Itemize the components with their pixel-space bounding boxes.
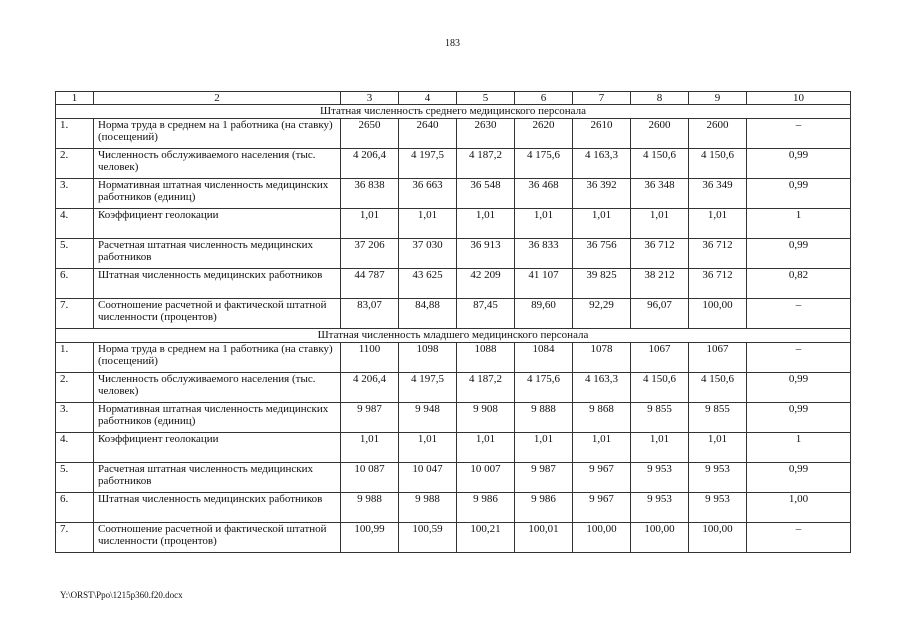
value-cell: 2640 (399, 119, 457, 149)
value-cell: 1,01 (573, 209, 631, 239)
row-label: Расчетная штатная численность медицинских работников (94, 239, 341, 269)
value-cell: 4 206,4 (341, 373, 399, 403)
row-number: 2. (56, 373, 94, 403)
value-cell: 100,00 (631, 523, 689, 553)
section-title: Штатная численность среднего медицинского персонала (56, 105, 851, 119)
value-cell: 1 (747, 209, 851, 239)
row-number: 3. (56, 403, 94, 433)
value-cell: 36 663 (399, 179, 457, 209)
value-cell: 1,01 (457, 209, 515, 239)
row-label: Коэффициент геолокации (94, 209, 341, 239)
value-cell: 9 986 (457, 493, 515, 523)
row-label: Соотношение расчетной и фактической штатной численности (процентов) (94, 523, 341, 553)
section-title: Штатная численность младшего медицинского персонала (56, 329, 851, 343)
value-cell: 9 967 (573, 493, 631, 523)
value-cell: 9 986 (515, 493, 573, 523)
value-cell: 1084 (515, 343, 573, 373)
value-cell: 1,01 (631, 209, 689, 239)
row-label: Численность обслуживаемого населения (тыс. человек) (94, 373, 341, 403)
value-cell: 38 212 (631, 269, 689, 299)
value-cell: 100,01 (515, 523, 573, 553)
row-label: Соотношение расчетной и фактической штатной численности (процентов) (94, 299, 341, 329)
column-header: 5 (457, 92, 515, 105)
value-cell: 2600 (689, 119, 747, 149)
value-cell: 9 855 (689, 403, 747, 433)
value-cell: 43 625 (399, 269, 457, 299)
row-label: Норма труда в среднем на 1 работника (на ставку) (посещений) (94, 119, 341, 149)
value-cell: 1,00 (747, 493, 851, 523)
table-row (56, 179, 851, 209)
column-header: 2 (94, 92, 341, 105)
value-cell: 36 756 (573, 239, 631, 269)
value-cell: 87,45 (457, 299, 515, 329)
column-header: 10 (747, 92, 851, 105)
value-cell: 83,07 (341, 299, 399, 329)
table-row (56, 269, 851, 299)
column-header: 9 (689, 92, 747, 105)
column-header: 8 (631, 92, 689, 105)
table-row (56, 149, 851, 179)
value-cell: 2600 (631, 119, 689, 149)
value-cell: 4 150,6 (631, 373, 689, 403)
value-cell: 84,88 (399, 299, 457, 329)
table-row (56, 209, 851, 239)
row-number: 5. (56, 463, 94, 493)
value-cell: 0,99 (747, 149, 851, 179)
value-cell: 10 047 (399, 463, 457, 493)
table-row (56, 433, 851, 463)
row-label: Штатная численность медицинских работников (94, 493, 341, 523)
value-cell: 1,01 (689, 209, 747, 239)
value-cell: 4 163,3 (573, 373, 631, 403)
value-cell: 41 107 (515, 269, 573, 299)
value-cell: 9 988 (399, 493, 457, 523)
value-cell: 1,01 (399, 433, 457, 463)
row-label: Нормативная штатная численность медицинских работников (единиц) (94, 403, 341, 433)
value-cell: 0,99 (747, 403, 851, 433)
row-label: Численность обслуживаемого населения (тыс. человек) (94, 149, 341, 179)
value-cell: 9 953 (631, 493, 689, 523)
table-row (56, 119, 851, 149)
value-cell: 9 988 (341, 493, 399, 523)
row-number: 6. (56, 269, 94, 299)
value-cell: – (747, 523, 851, 553)
value-cell: 1100 (341, 343, 399, 373)
value-cell: 36 348 (631, 179, 689, 209)
value-cell: 36 913 (457, 239, 515, 269)
value-cell: 36 712 (689, 269, 747, 299)
column-header: 1 (56, 92, 94, 105)
value-cell: 4 206,4 (341, 149, 399, 179)
value-cell: 42 209 (457, 269, 515, 299)
value-cell: 4 175,6 (515, 373, 573, 403)
value-cell: 4 150,6 (689, 373, 747, 403)
row-number: 3. (56, 179, 94, 209)
value-cell: 0,99 (747, 463, 851, 493)
value-cell: 36 712 (631, 239, 689, 269)
value-cell: 4 163,3 (573, 149, 631, 179)
value-cell: 4 150,6 (631, 149, 689, 179)
table-row (56, 523, 851, 553)
row-number: 7. (56, 299, 94, 329)
value-cell: 4 187,2 (457, 373, 515, 403)
value-cell: 9 908 (457, 403, 515, 433)
value-cell: 4 187,2 (457, 149, 515, 179)
value-cell: 0,82 (747, 269, 851, 299)
value-cell: 9 967 (573, 463, 631, 493)
value-cell: 4 197,5 (399, 373, 457, 403)
row-label: Коэффициент геолокации (94, 433, 341, 463)
value-cell: 1,01 (341, 433, 399, 463)
column-header: 6 (515, 92, 573, 105)
value-cell: 9 953 (631, 463, 689, 493)
row-number: 6. (56, 493, 94, 523)
value-cell: 1,01 (689, 433, 747, 463)
row-number: 7. (56, 523, 94, 553)
table-row (56, 373, 851, 403)
value-cell: 9 953 (689, 463, 747, 493)
value-cell: 4 175,6 (515, 149, 573, 179)
value-cell: 9 855 (631, 403, 689, 433)
value-cell: 100,00 (689, 523, 747, 553)
row-number: 4. (56, 433, 94, 463)
value-cell: 89,60 (515, 299, 573, 329)
value-cell: 0,99 (747, 239, 851, 269)
value-cell: 9 987 (515, 463, 573, 493)
value-cell: 9 948 (399, 403, 457, 433)
value-cell: 9 888 (515, 403, 573, 433)
section-title-row (56, 329, 851, 343)
value-cell: 1088 (457, 343, 515, 373)
table-row (56, 493, 851, 523)
value-cell: 9 868 (573, 403, 631, 433)
table-row (56, 299, 851, 329)
value-cell: 36 838 (341, 179, 399, 209)
value-cell: 1067 (689, 343, 747, 373)
value-cell: 96,07 (631, 299, 689, 329)
value-cell: 0,99 (747, 373, 851, 403)
value-cell: 92,29 (573, 299, 631, 329)
value-cell: 1098 (399, 343, 457, 373)
row-label: Норма труда в среднем на 1 работника (на ставку) (посещений) (94, 343, 341, 373)
value-cell: 36 712 (689, 239, 747, 269)
table-row (56, 343, 851, 373)
value-cell: 1,01 (457, 433, 515, 463)
row-label: Штатная численность медицинских работников (94, 269, 341, 299)
value-cell: 44 787 (341, 269, 399, 299)
value-cell: 2630 (457, 119, 515, 149)
column-header: 3 (341, 92, 399, 105)
value-cell: 37 030 (399, 239, 457, 269)
value-cell: 4 150,6 (689, 149, 747, 179)
value-cell: 9 953 (689, 493, 747, 523)
value-cell: 36 349 (689, 179, 747, 209)
column-header: 7 (573, 92, 631, 105)
value-cell: 1,01 (341, 209, 399, 239)
value-cell: 100,21 (457, 523, 515, 553)
value-cell: 100,00 (573, 523, 631, 553)
value-cell: 10 007 (457, 463, 515, 493)
value-cell: 10 087 (341, 463, 399, 493)
value-cell: 2610 (573, 119, 631, 149)
row-number: 2. (56, 149, 94, 179)
value-cell: 2620 (515, 119, 573, 149)
value-cell: – (747, 343, 851, 373)
value-cell: 36 548 (457, 179, 515, 209)
section-title-row (56, 105, 851, 119)
value-cell: 2650 (341, 119, 399, 149)
value-cell: 1,01 (631, 433, 689, 463)
value-cell: 36 392 (573, 179, 631, 209)
value-cell: 39 825 (573, 269, 631, 299)
file-path-footer: Y:\ORST\Ppo\1215p360.f20.docx (60, 590, 183, 600)
row-label: Нормативная штатная численность медицинских работников (единиц) (94, 179, 341, 209)
row-number: 1. (56, 119, 94, 149)
staffing-table (55, 91, 851, 553)
value-cell: 1,01 (515, 209, 573, 239)
value-cell: 9 987 (341, 403, 399, 433)
value-cell: 100,59 (399, 523, 457, 553)
value-cell: 0,99 (747, 179, 851, 209)
table-row (56, 403, 851, 433)
value-cell: 1,01 (515, 433, 573, 463)
value-cell: 36 468 (515, 179, 573, 209)
value-cell: 36 833 (515, 239, 573, 269)
value-cell: 1067 (631, 343, 689, 373)
row-number: 4. (56, 209, 94, 239)
value-cell: 1 (747, 433, 851, 463)
row-label: Расчетная штатная численность медицинских работников (94, 463, 341, 493)
value-cell: – (747, 299, 851, 329)
value-cell: 100,99 (341, 523, 399, 553)
column-header: 4 (399, 92, 457, 105)
table-row (56, 463, 851, 493)
row-number: 5. (56, 239, 94, 269)
table-row (56, 239, 851, 269)
value-cell: 1,01 (573, 433, 631, 463)
page-number: 183 (445, 38, 460, 49)
value-cell: 1,01 (399, 209, 457, 239)
value-cell: 1078 (573, 343, 631, 373)
header-row (56, 92, 851, 105)
value-cell: 4 197,5 (399, 149, 457, 179)
value-cell: 37 206 (341, 239, 399, 269)
row-number: 1. (56, 343, 94, 373)
value-cell: – (747, 119, 851, 149)
value-cell: 100,00 (689, 299, 747, 329)
